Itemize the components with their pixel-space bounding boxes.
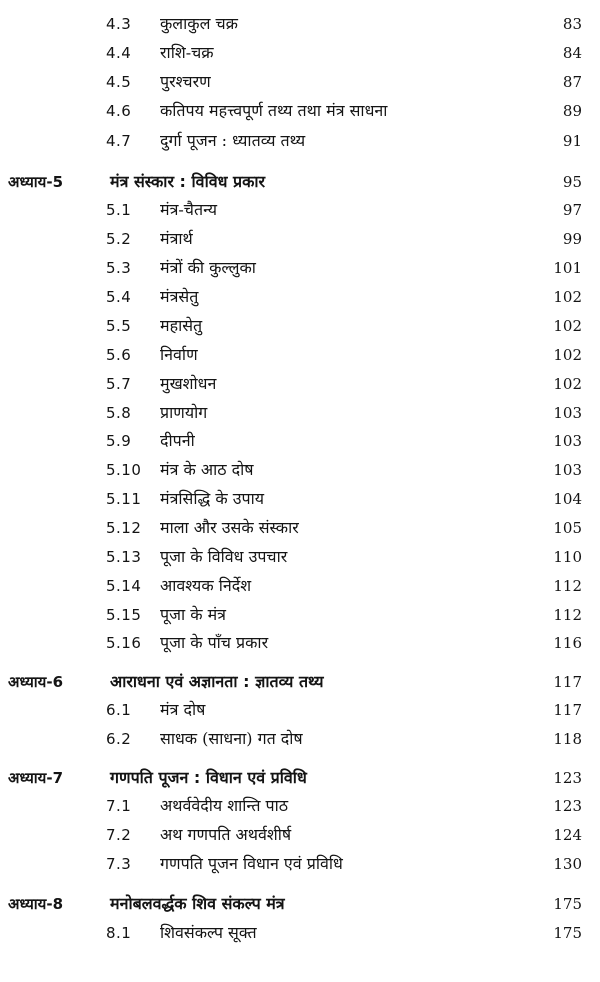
chapter-number: अध्याय-8 xyxy=(8,895,64,913)
toc-entry xyxy=(0,850,600,878)
toc-entry xyxy=(0,399,600,427)
toc-entry xyxy=(0,543,600,571)
section-number: 4.7 xyxy=(106,132,132,150)
page-number: 117 xyxy=(553,701,582,719)
toc-entry xyxy=(0,225,600,253)
section-number: 6.1 xyxy=(106,701,132,719)
page-number: 103 xyxy=(553,461,582,479)
section-title: दुर्गा पूजन : ध्यातव्य तथ्य xyxy=(160,131,306,150)
page-number: 102 xyxy=(553,288,582,306)
section-title: गणपति पूजन विधान एवं प्रविधि xyxy=(160,854,343,873)
section-number: 4.4 xyxy=(106,44,132,62)
page-number: 101 xyxy=(553,259,582,277)
section-title: अथ गणपति अथर्वशीर्ष xyxy=(160,825,292,844)
section-number: 5.11 xyxy=(106,490,142,508)
page-number: 89 xyxy=(562,102,582,120)
toc-entry xyxy=(0,370,600,398)
section-number: 5.7 xyxy=(106,375,132,393)
page-number: 99 xyxy=(562,230,582,248)
section-number: 5.12 xyxy=(106,519,142,537)
section-number: 5.5 xyxy=(106,317,132,335)
section-title: पूजा के विविध उपचार xyxy=(160,547,288,566)
toc-entry xyxy=(0,341,600,369)
section-title: अथर्ववेदीय शान्ति पाठ xyxy=(160,796,289,815)
toc-entry xyxy=(0,696,600,724)
toc-entry xyxy=(0,629,600,657)
toc-entry xyxy=(0,39,600,67)
toc-entry xyxy=(0,485,600,513)
section-title: शिवसंकल्प सूक्त xyxy=(160,923,257,942)
toc-entry xyxy=(0,514,600,542)
section-title: मंत्रसेतु xyxy=(160,287,199,306)
toc-entry xyxy=(0,196,600,224)
section-number: 7.1 xyxy=(106,797,132,815)
section-title: दीपनी xyxy=(160,431,195,450)
section-number: 7.3 xyxy=(106,855,132,873)
section-title: मंत्रों की कुल्लुका xyxy=(160,258,256,277)
page-number: 102 xyxy=(553,346,582,364)
toc-entry xyxy=(0,725,600,753)
chapter-title: आराधना एवं अज्ञानता : ज्ञातव्य तथ्य xyxy=(110,672,324,691)
section-title: कुलाकुल चक्र xyxy=(160,14,238,33)
page-number: 105 xyxy=(553,519,582,537)
page-number: 130 xyxy=(553,855,582,873)
toc-entry xyxy=(0,312,600,340)
chapter-title: मंत्र संस्कार : विविध प्रकार xyxy=(110,172,266,191)
page-number: 104 xyxy=(553,490,582,508)
section-title: राशि-चक्र xyxy=(160,43,214,62)
section-title: माला और उसके संस्कार xyxy=(160,518,299,537)
chapter-heading xyxy=(0,890,600,918)
section-number: 5.9 xyxy=(106,432,132,450)
section-number: 5.4 xyxy=(106,288,132,306)
page-number: 112 xyxy=(553,577,582,595)
section-number: 5.6 xyxy=(106,346,132,364)
page-number: 91 xyxy=(562,132,582,150)
toc-entry xyxy=(0,601,600,629)
page-number: 117 xyxy=(553,673,582,691)
page-number: 97 xyxy=(562,201,582,219)
section-number: 6.2 xyxy=(106,730,132,748)
page-number: 175 xyxy=(553,895,582,913)
toc-entry xyxy=(0,68,600,96)
section-number: 5.1 xyxy=(106,201,132,219)
section-title: पूजा के मंत्र xyxy=(160,605,226,624)
page-number: 123 xyxy=(553,769,582,787)
page-number: 102 xyxy=(553,375,582,393)
section-title: पूजा के पाँच प्रकार xyxy=(160,633,269,652)
section-title: मंत्र-चैतन्य xyxy=(160,200,218,219)
toc-entry xyxy=(0,127,600,155)
section-title: मुखशोधन xyxy=(160,374,217,393)
page-number: 110 xyxy=(553,548,582,566)
page-number: 175 xyxy=(553,924,582,942)
section-title: निर्वाण xyxy=(160,345,198,364)
page-number: 103 xyxy=(553,404,582,422)
section-title: साधक (साधना) गत दोष xyxy=(160,729,303,748)
page-number: 123 xyxy=(553,797,582,815)
chapter-number: अध्याय-7 xyxy=(8,769,64,787)
page-number: 102 xyxy=(553,317,582,335)
chapter-heading xyxy=(0,668,600,696)
section-title: मंत्रसिद्धि के उपाय xyxy=(160,489,265,508)
section-title: मंत्रार्थ xyxy=(160,229,193,248)
page-number: 103 xyxy=(553,432,582,450)
toc-entry xyxy=(0,254,600,282)
section-title: प्राणयोग xyxy=(160,403,208,422)
section-number: 4.3 xyxy=(106,15,132,33)
section-title: पुरश्चरण xyxy=(160,72,211,91)
toc-entry xyxy=(0,792,600,820)
section-number: 5.15 xyxy=(106,606,142,624)
toc-entry xyxy=(0,97,600,125)
section-number: 5.3 xyxy=(106,259,132,277)
section-number: 5.2 xyxy=(106,230,132,248)
page-number: 112 xyxy=(553,606,582,624)
toc-entry xyxy=(0,572,600,600)
chapter-number: अध्याय-6 xyxy=(8,673,64,691)
section-number: 7.2 xyxy=(106,826,132,844)
section-title: मंत्र के आठ दोष xyxy=(160,460,254,479)
page-number: 83 xyxy=(562,15,582,33)
section-title: आवश्यक निर्देश xyxy=(160,576,252,595)
section-number: 8.1 xyxy=(106,924,132,942)
page-number: 95 xyxy=(562,173,582,191)
section-number: 5.14 xyxy=(106,577,142,595)
section-title: कतिपय महत्त्वपूर्ण तथ्य तथा मंत्र साधना xyxy=(160,101,388,120)
section-number: 4.6 xyxy=(106,102,132,120)
page-number: 124 xyxy=(553,826,582,844)
chapter-heading xyxy=(0,168,600,196)
chapter-heading xyxy=(0,764,600,792)
chapter-number: अध्याय-5 xyxy=(8,173,64,191)
page-number: 84 xyxy=(562,44,582,62)
chapter-title: गणपति पूजन : विधान एवं प्रविधि xyxy=(110,768,307,787)
page-number: 116 xyxy=(553,634,582,652)
toc-entry xyxy=(0,919,600,947)
toc-entry xyxy=(0,427,600,455)
section-number: 5.16 xyxy=(106,634,142,652)
page-number: 118 xyxy=(553,730,582,748)
toc-entry xyxy=(0,10,600,38)
section-title: महासेतु xyxy=(160,316,203,335)
toc-entry xyxy=(0,283,600,311)
toc-entry xyxy=(0,456,600,484)
chapter-title: मनोबलवर्द्धक शिव संकल्प मंत्र xyxy=(110,894,285,913)
section-number: 5.10 xyxy=(106,461,142,479)
section-number: 4.5 xyxy=(106,73,132,91)
section-number: 5.13 xyxy=(106,548,142,566)
section-title: मंत्र दोष xyxy=(160,700,206,719)
section-number: 5.8 xyxy=(106,404,132,422)
page-number: 87 xyxy=(562,73,582,91)
toc-entry xyxy=(0,821,600,849)
